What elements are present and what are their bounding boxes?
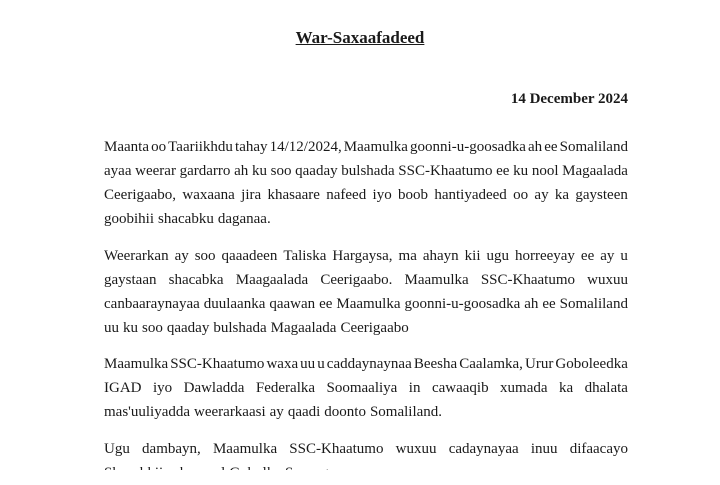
paragraph-line: mas'uuliyadda weerarkaasi ay qaadi doonto Somaliland. <box>104 404 443 420</box>
document-title: War-Saxaafadeed <box>295 28 425 47</box>
paragraph-line: Ceerigaabo, waxaana jira khasaare nafeed iyo boob hantiyadeed oo ay ka gaysteen <box>104 187 628 203</box>
paragraph-line: ayaa weerar gardarro ah ku soo qaaday bulshada SSC-Khaatumo ee ku nool Magaalada <box>104 163 628 179</box>
paragraph-2 <box>104 244 628 340</box>
paragraph-line: IGAD iyo Dawladda Federalka Soomaaliya in cawaaqib xumada ka dhalata <box>104 380 628 396</box>
paragraph-3 <box>104 352 628 424</box>
paragraph-line: Ugu dambayn, Maamulka SSC-Khaatumo wuxuu cadaynayaa inuu difaacayo <box>104 441 628 457</box>
page-bottom-edge <box>0 470 720 480</box>
document-date: 14 December 2024 <box>510 91 628 107</box>
paragraph-line: goobihii shacabku daganaa. <box>104 211 271 227</box>
paragraph-line: gaystaan shacabka Maagaalada Ceerigaabo. Maamulka SSC-Khaatumo wuxuu <box>104 272 628 288</box>
paragraph-line: Weerarkan ay soo qaaadeen Taliska Hargaysa, ma ahayn kii ugu horreeyay ee ay u <box>104 248 628 264</box>
paragraph-1 <box>104 135 628 231</box>
paragraph-line: canbaaraynayaa duulaanka qaawan ee Maamulka goonni-u-goosadka ah ee Somaliland <box>104 296 628 312</box>
paragraph-line: uu ku soo qaaday bulshada Magaalada Ceerigaabo <box>104 320 409 336</box>
paragraph-line: Maamulka SSC-Khaatumo waxa uu u caddaynaynaa Beesha Caalamka, Urur Goboleedka <box>104 356 628 372</box>
paragraph-line: Maanta oo Taariikhdu tahay 14/12/2024, Maamulka goonni-u-goosadka ah ee Somaliland <box>104 139 628 155</box>
